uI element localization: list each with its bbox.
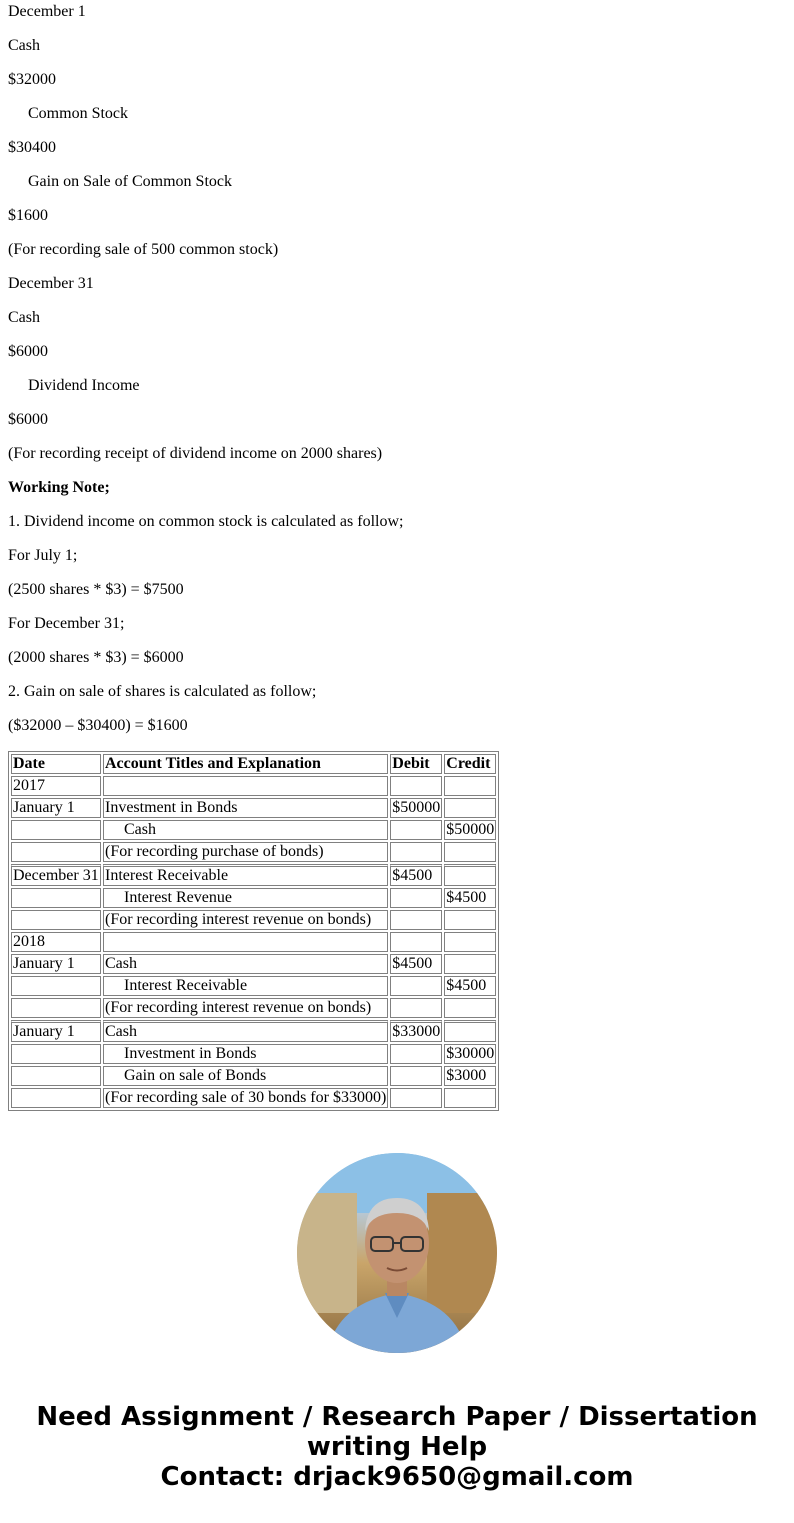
cell-account: Gain on sale of Bonds [103,1066,388,1086]
cell-date [11,998,101,1018]
table-row [11,864,496,886]
table-row [11,842,496,862]
cell-credit: $30000 [446,1045,495,1062]
promo-line-2: writing Help [306,1432,488,1462]
cell-debit [390,1088,442,1108]
cell-credit: $50000 [446,821,495,838]
table-row [11,1044,496,1064]
cell-credit: $4500 [444,976,496,996]
cell-date [11,888,101,908]
cell-debit [390,1044,442,1064]
text-line: For July 1; [8,547,78,564]
table-row [11,1066,496,1086]
cell-date: January 1 [11,954,101,974]
cell-account: Interest Receivable [103,864,388,886]
text-line: Gain on Sale of Common Stock [28,173,232,190]
cell-date [11,910,101,930]
text-line: $32000 [8,71,56,88]
cell-date [11,842,101,862]
text-line: $6000 [8,411,48,428]
table-row [11,776,496,796]
cell-account: Investment in Bonds [103,1044,388,1064]
table-row [11,798,496,818]
text-line: Dividend Income [28,377,140,394]
cell-credit: $3000 [444,1066,496,1086]
cell-credit [444,864,496,886]
table-row [11,932,496,952]
cell-date [11,820,101,840]
text-line: December 1 [8,3,86,20]
cell-debit [390,932,442,952]
text-line: 1. Dividend income on common stock is calculated as follow; [8,513,404,530]
cell-account: Cash [103,1020,388,1042]
table-row [11,954,496,974]
cell-debit [390,910,442,930]
cell-debit [390,976,442,996]
document-body [8,0,788,748]
cell-debit [390,998,442,1018]
avatar-portrait-icon [297,1153,497,1353]
header-account: Account Titles and Explanation [103,754,388,774]
cell-account: Cash [103,820,388,840]
cell-credit [444,954,496,974]
promo-contact: Contact: drjack9650@gmail.com [160,1462,634,1492]
cell-credit [444,798,496,818]
cell-credit [444,842,496,862]
cell-account: (For recording interest revenue on bonds) [103,910,388,930]
text-line: $1600 [8,207,48,224]
cell-account [103,932,388,952]
header-date: Date [11,754,101,774]
cell-debit: $50000 [392,799,441,816]
cell-debit [390,820,442,840]
text-line: Cash [8,309,40,326]
table-row [11,1020,496,1042]
text-line: $30400 [8,139,56,156]
cell-debit [390,776,442,796]
header-credit: Credit [444,754,496,774]
cell-account: Interest Revenue [103,888,388,908]
text-line: Common Stock [28,105,129,122]
working-note-heading: Working Note; [8,479,110,496]
cell-credit: $4500 [444,888,496,908]
cell-credit [444,932,496,952]
cell-account: Investment in Bonds [103,798,388,818]
cell-debit: $4500 [390,864,442,886]
cell-debit: $33000 [390,1020,442,1042]
table-row [11,888,496,908]
table-header-row [11,754,496,774]
cell-debit [390,1066,442,1086]
text-line: Cash [8,37,40,54]
cell-date: 2017 [11,776,101,796]
cell-account: (For recording purchase of bonds) [103,842,388,862]
header-debit: Debit [390,754,442,774]
text-line: (2500 shares * $3) = $7500 [8,581,184,598]
cell-account: (For recording sale of 30 bonds for $33000) [105,1089,387,1106]
table-row [11,820,496,840]
cell-date [11,1066,101,1086]
text-line: ($32000 – $30400) = $1600 [8,717,188,734]
table-row [11,910,496,930]
table-row [11,1088,496,1108]
text-line: $6000 [8,343,48,360]
cell-date: January 1 [11,798,101,818]
text-line: (For recording sale of 500 common stock) [8,241,279,258]
cell-date [11,1044,101,1064]
cell-date: 2018 [11,932,101,952]
cell-account: (For recording interest revenue on bonds) [103,998,388,1018]
cell-account [103,776,388,796]
table-row [11,998,496,1018]
text-line: December 31 [8,275,94,292]
cell-date: December 31 [11,864,101,886]
cell-debit [390,888,442,908]
promo-banner [0,1402,794,1492]
table-row [11,976,496,996]
journal-table [8,751,499,1111]
cell-account: Cash [103,954,388,974]
text-line: (For recording receipt of dividend income on 2000 shares) [8,445,383,462]
cell-credit [444,1088,496,1108]
cell-date [11,1088,101,1108]
text-line: 2. Gain on sale of shares is calculated as follow; [8,683,317,700]
cell-debit: $4500 [390,954,442,974]
cell-date [11,976,101,996]
cell-account: Interest Receivable [103,976,388,996]
author-avatar [297,1153,497,1353]
text-line: For December 31; [8,615,125,632]
promo-line-1: Need Assignment / Research Paper / Dissertation [36,1402,758,1432]
cell-credit [444,910,496,930]
text-line: (2000 shares * $3) = $6000 [8,649,184,666]
cell-date: January 1 [11,1020,101,1042]
cell-credit [444,776,496,796]
cell-credit [444,998,496,1018]
cell-debit [390,842,442,862]
cell-credit [444,1020,496,1042]
